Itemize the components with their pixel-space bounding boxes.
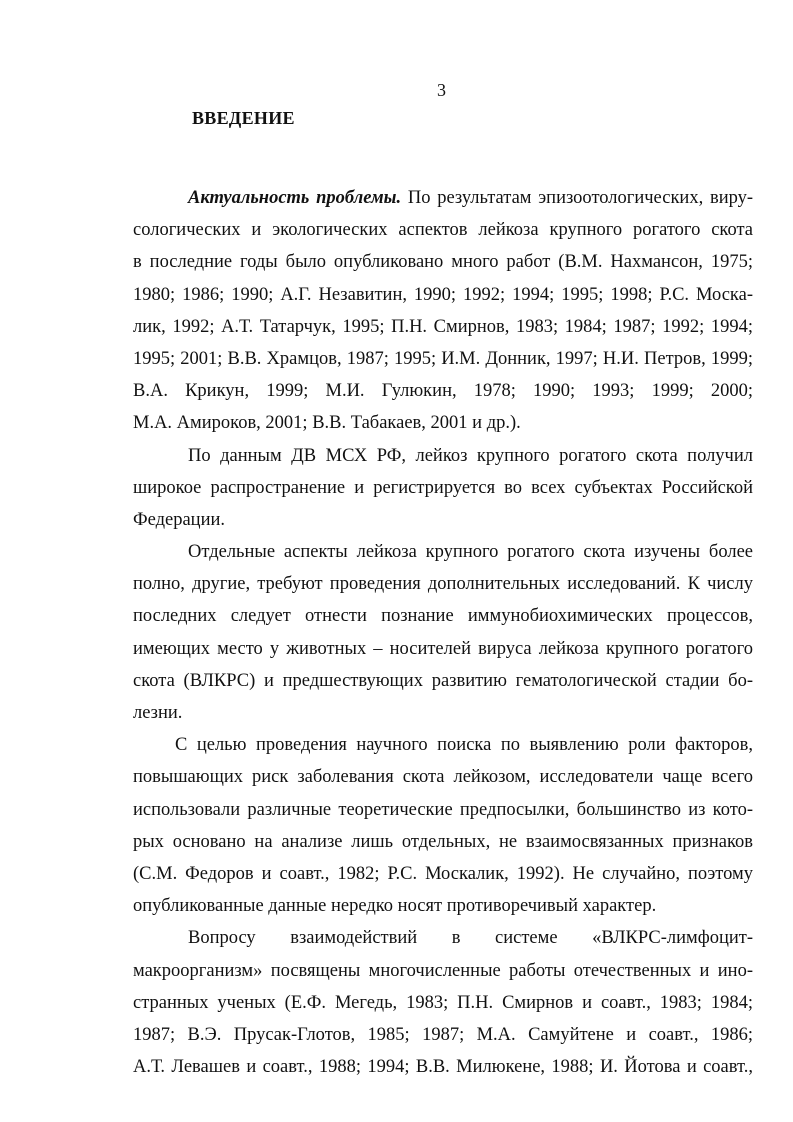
text-line: (С.М. Федоров и соавт., 1982; Р.С. Москалик, 1992). Не случайно, поэтому — [133, 863, 753, 884]
body-text — [133, 182, 753, 1083]
text-line: повышающих риск заболевания скота лейкозом, исследователи чаще всего — [133, 767, 753, 788]
text-line: Федерации. — [133, 509, 225, 530]
text-line: А.Т. Левашев и соавт., 1988; 1994; В.В. Милюкене, 1988; И. Йотова и соавт., — [133, 1057, 753, 1078]
text-line: М.А. Амироков, 2001; В.В. Табакаев, 2001 и др.). — [133, 413, 521, 434]
text-line: в последние годы было опубликовано много работ (В.М. Нахмансон, 1975; — [133, 252, 753, 273]
text-line: С целью проведения научного поиска по выявлению роли факторов, — [175, 735, 753, 756]
text-line: 1980; 1986; 1990; А.Г. Незавитин, 1990; 1992; 1994; 1995; 1998; Р.С. Моска- — [133, 284, 753, 305]
text-line: рых основано на анализе лишь отдельных, не взаимосвязанных признаков — [133, 831, 753, 852]
page-number: 3 — [437, 80, 446, 100]
text-line: опубликованные данные нередко носят противоречивый характер. — [133, 896, 657, 917]
text-line: Актуальность проблемы. По результатам эпизоотологических, виру- — [188, 188, 754, 208]
text-line: последних следует отнести познание иммунобиохимических процессов, — [133, 606, 753, 627]
text-line: полно, другие, требуют проведения дополнительных исследований. К числу — [133, 574, 753, 595]
section-heading: ВВЕДЕНИЕ — [192, 108, 295, 128]
text-line: использовали различные теоретические предпосылки, большинство из кото- — [133, 799, 753, 820]
text-line: 1995; 2001; В.В. Храмцов, 1987; 1995; И.М. Донник, 1997; Н.И. Петров, 1999; — [133, 348, 753, 369]
text-line: лик, 1992; А.Т. Татарчук, 1995; П.Н. Смирнов, 1983; 1984; 1987; 1992; 1994; — [133, 316, 753, 337]
text-line: имеющих место у животных – носителей вируса лейкоза крупного рогатого — [133, 638, 753, 659]
text-line: 1987; В.Э. Прусак-Глотов, 1985; 1987; М.А. Самуйтене и соавт., 1986; — [133, 1024, 753, 1045]
text-line: макроорганизм» посвящены многочисленные работы отечественных и ино- — [133, 960, 753, 981]
text-line: По данным ДВ МСХ РФ, лейкоз крупного рогатого скота получил — [188, 445, 753, 466]
lead-in: Актуальность проблемы. — [188, 188, 402, 208]
text-line: Вопросу взаимодействий в системе «ВЛКРС-лимфоцит- — [188, 928, 753, 949]
text-line: широкое распространение и регистрируется во всех субъектах Российской — [133, 477, 753, 498]
text-line: странных ученых (Е.Ф. Мегедь, 1983; П.Н. Смирнов и соавт., 1983; 1984; — [133, 992, 753, 1013]
text-line: сологических и экологических аспектов лейкоза крупного рогатого скота — [133, 220, 753, 241]
text-line: лезни. — [133, 703, 183, 723]
text-line: Отдельные аспекты лейкоза крупного рогатого скота изучены более — [188, 542, 753, 563]
text-line: скота (ВЛКРС) и предшествующих развитию гематологической стадии бо- — [133, 670, 753, 691]
text-line: В.А. Крикун, 1999; М.И. Гулюкин, 1978; 1990; 1993; 1999; 2000; — [133, 381, 753, 402]
